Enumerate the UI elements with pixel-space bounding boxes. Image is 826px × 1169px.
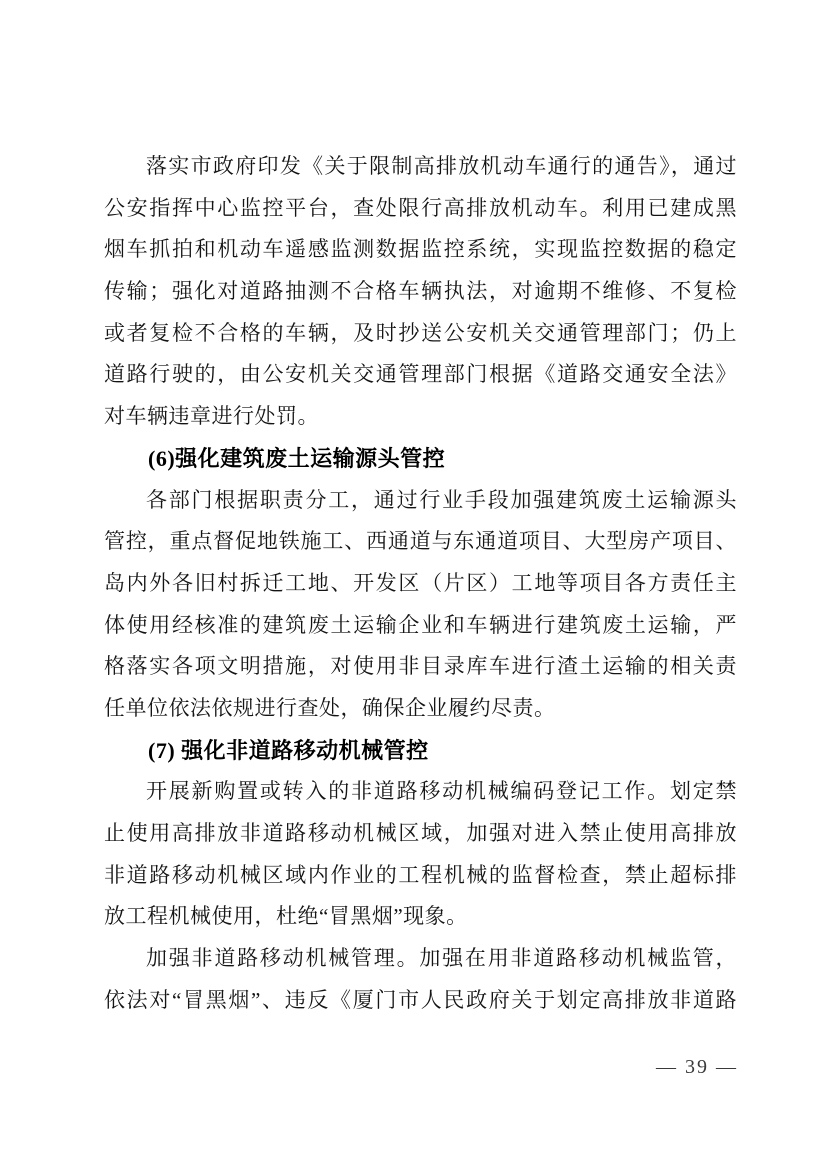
paragraph4-line1: 加强非道路移动机械管理。加强在用非道路移动机械监管，: [146, 946, 737, 971]
paragraph4-line2: 依法对“冒黑烟”、违反《厦门市人民政府关于划定高排放非道路: [104, 987, 737, 1012]
paragraph3-line4: 放工程机械使用，杜绝“冒黑烟”现象。: [104, 904, 468, 929]
paragraph1-line7: 对车辆违章进行处罚。: [104, 404, 319, 429]
paragraph2-line6: 任单位依法依规进行查处，确保企业履约尽责。: [104, 695, 556, 720]
paragraph1-line3: 烟车抓拍和机动车遥感监测数据监控系统，实现监控数据的稳定: [104, 237, 737, 262]
text-block: [104, 146, 737, 1021]
paragraph1-line6: 道路行驶的，由公安机关交通管理部门根据《道路交通安全法》: [104, 362, 737, 387]
page-number: — 39 —: [656, 1056, 738, 1078]
paragraph2-line2: 管控，重点督促地铁施工、西通道与东通道项目、大型房产项目、: [104, 529, 737, 554]
section-heading-7: (7) 强化非道路移动机械管控: [148, 737, 429, 763]
section-heading-6: (6)强化建筑废土运输源头管控: [148, 445, 446, 471]
paragraph2-line3: 岛内外各旧村拆迁工地、开发区（片区）工地等项目各方责任主: [104, 570, 737, 595]
paragraph2-line4: 体使用经核准的建筑废土运输企业和车辆进行建筑废土运输，严: [104, 612, 737, 637]
paragraph1-line2: 公安指挥中心监控平台，查处限行高排放机动车。利用已建成黑: [104, 195, 737, 220]
paragraph1-line5: 或者复检不合格的车辆，及时抄送公安机关交通管理部门；仍上: [104, 320, 737, 345]
paragraph1-line4: 传输；强化对道路抽测不合格车辆执法，对逾期不维修、不复检: [104, 279, 737, 304]
paragraph3-line1: 开展新购置或转入的非道路移动机械编码登记工作。划定禁: [146, 779, 737, 804]
paragraph3-line2: 止使用高排放非道路移动机械区域，加强对进入禁止使用高排放: [104, 821, 737, 845]
paragraph2-line5: 格落实各项文明措施，对使用非目录库车进行渣土运输的相关责: [104, 654, 737, 679]
paragraph1-line1: 落实市政府印发《关于限制高排放机动车通行的通告》，通过: [146, 154, 737, 178]
paragraph3-line3: 非道路移动机械区域内作业的工程机械的监督检查，禁止超标排: [104, 862, 737, 887]
paragraph2-line1: 各部门根据职责分工，通过行业手段加强建筑废土运输源头: [146, 487, 737, 512]
